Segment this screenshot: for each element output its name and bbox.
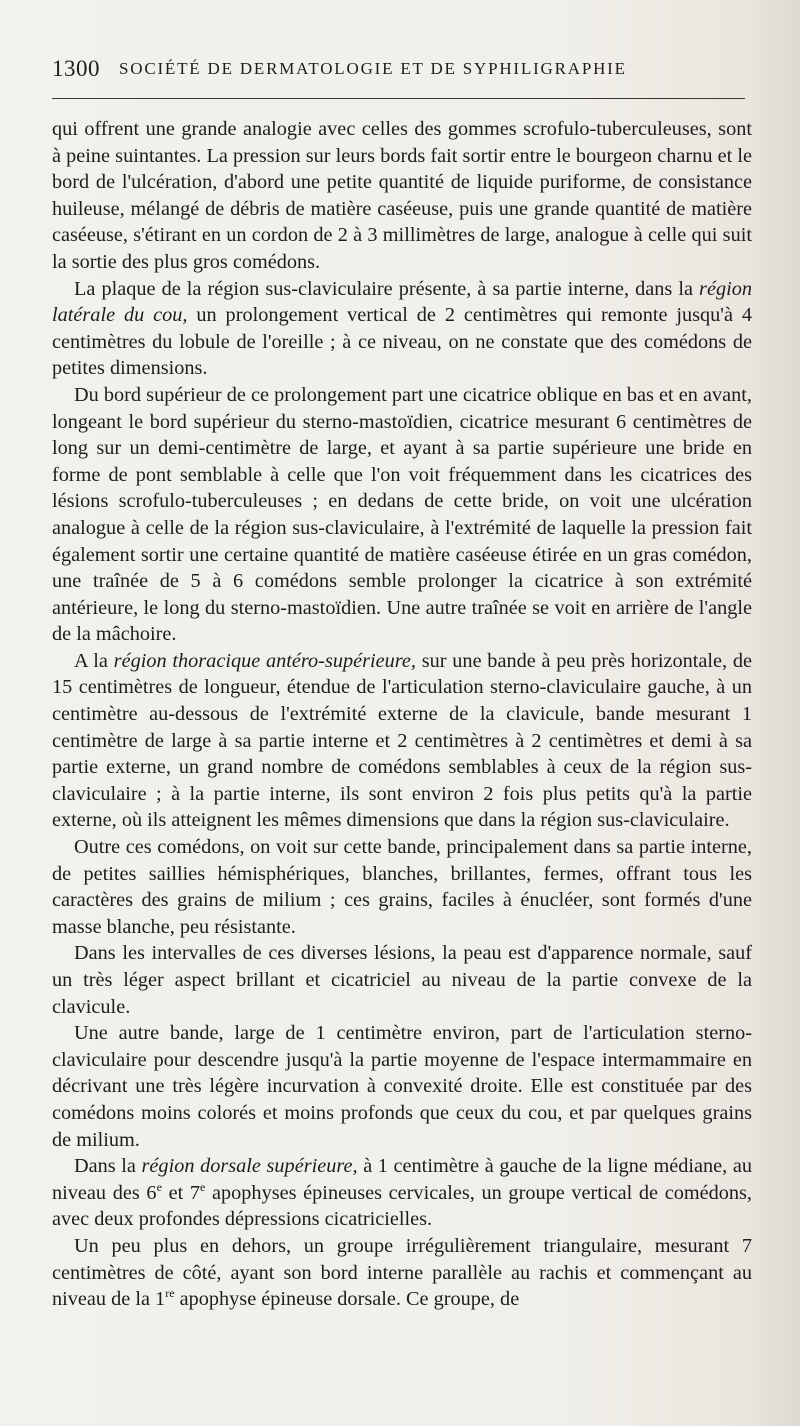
paragraph-3: Du bord supérieur de ce prolongement part une cicatrice oblique en bas et en avant, longeant le bord supérieur du sterno-mastoïdien, cicatrice mesurant 6 centimètres de long sur un demi-centimètre de large, et ayant à sa partie supérieure une bride en forme de pont semblable à celle que l'on voit fréquemment dans les cicatrices des lésions scrofulo-tuberculeuses ; en dedans de cette bride, on voit une ulcération analogue à celle de la région sus-claviculaire, à l'extrémité de laquelle la pression fait également sortir une certaine quantité de matière caséeuse étirée en un gras comédon, une traînée de 5 à 6 comédons semble prolonger la cicatrice à son extrémité antérieure, le long du sterno-mastoïdien. Une autre traînée se voit en arrière de l'angle de la mâchoire. (52, 383, 752, 646)
paragraph-8: Dans la région dorsale supérieure, à 1 centimètre à gauche de la ligne médiane, au niveau des 6e et 7e apophyses épineuses cervicales, un groupe vertical de comédons, avec deux profondes dépressions cicatricielles. (52, 1155, 752, 1231)
italic-region-name: région dorsale supérieure, (141, 1155, 358, 1178)
paragraph-6: Dans les intervalles de ces diverses lésions, la peau est d'apparence normale, sauf un très léger aspect brillant et cicatriciel au niveau de la partie convexe de la clavicule. (52, 942, 752, 1018)
page-header (52, 52, 752, 88)
header-rule (52, 98, 745, 99)
paragraph-5: Outre ces comédons, on voit sur cette bande, principalement dans sa partie interne, de petites saillies hémisphériques, blanches, brillantes, fermes, offrant tous les caractères des grains de milium ; ces grains, faciles à énucléer, sont formés d'une masse blanche, peu résistante. (52, 836, 752, 938)
page-number: 1300 (52, 56, 100, 81)
body-text (52, 116, 752, 1313)
running-head: SOCIÉTÉ DE DERMATOLOGIE ET DE SYPHILIGRAPHIE (119, 59, 627, 78)
italic-region-name: région latérale du cou, (52, 277, 752, 327)
paragraph-9: Un peu plus en dehors, un groupe irrégulièrement triangulaire, mesurant 7 centimètres de côté, ayant son bord interne parallèle au rachis et commençant au niveau de la 1re apophyse épineuse dorsale. Ce groupe, de (52, 1234, 752, 1311)
paragraph-4: A la région thoracique antéro-supérieure, sur une bande à peu près horizontale, de 15 centimètres de longueur, étendue de l'articulation sterno-claviculaire gauche, à un centimètre au-dessous de l'extrémité externe de la clavicule, bande mesurant 1 centimètre de large à sa partie interne et 2 centimètres à 2 centimètres et demi à sa partie externe, un grand nombre de comédons semblables à ceux de la région sus-claviculaire ; à la partie interne, ils sont environ 2 fois plus petits qu'à la partie externe, où ils atteignent les mêmes dimensions que dans la région sus-claviculaire. (52, 649, 752, 832)
italic-region-name: région thoracique antéro-supérieure, (113, 649, 416, 672)
paragraph-7: Une autre bande, large de 1 centimètre environ, part de l'articulation sterno-claviculaire pour descendre jusqu'à la partie moyenne de l'espace intermammaire en décrivant une très légère incurvation à convexité droite. Elle est constituée par des comédons moins colorés et moins profonds que ceux du cou, et par quelques grains de milium. (52, 1022, 752, 1151)
paragraph-2: La plaque de la région sus-claviculaire présente, à sa partie interne, dans la région latérale du cou, un prolongement vertical de 2 centimètres qui remonte jusqu'à 4 centimètres du lobule de l'oreille ; à ce niveau, on ne constate que des comédons de petites dimensions. (52, 277, 752, 380)
paragraph-1: qui offrent une grande analogie avec celles des gommes scrofulo-tuberculeuses, sont à peine suintantes. La pression sur leurs bords fait sortir entre le bourgeon charnu et le bord de l'ulcération, d'abord une petite quantité de liquide puriforme, de consistance huileuse, mélangé de débris de matière caséeuse, puis une grande quantité de matière caséeuse, s'étirant en un cordon de 2 à 3 millimètres de large, analogue à celle qui suit la sortie des plus gros comédons. (52, 118, 752, 273)
